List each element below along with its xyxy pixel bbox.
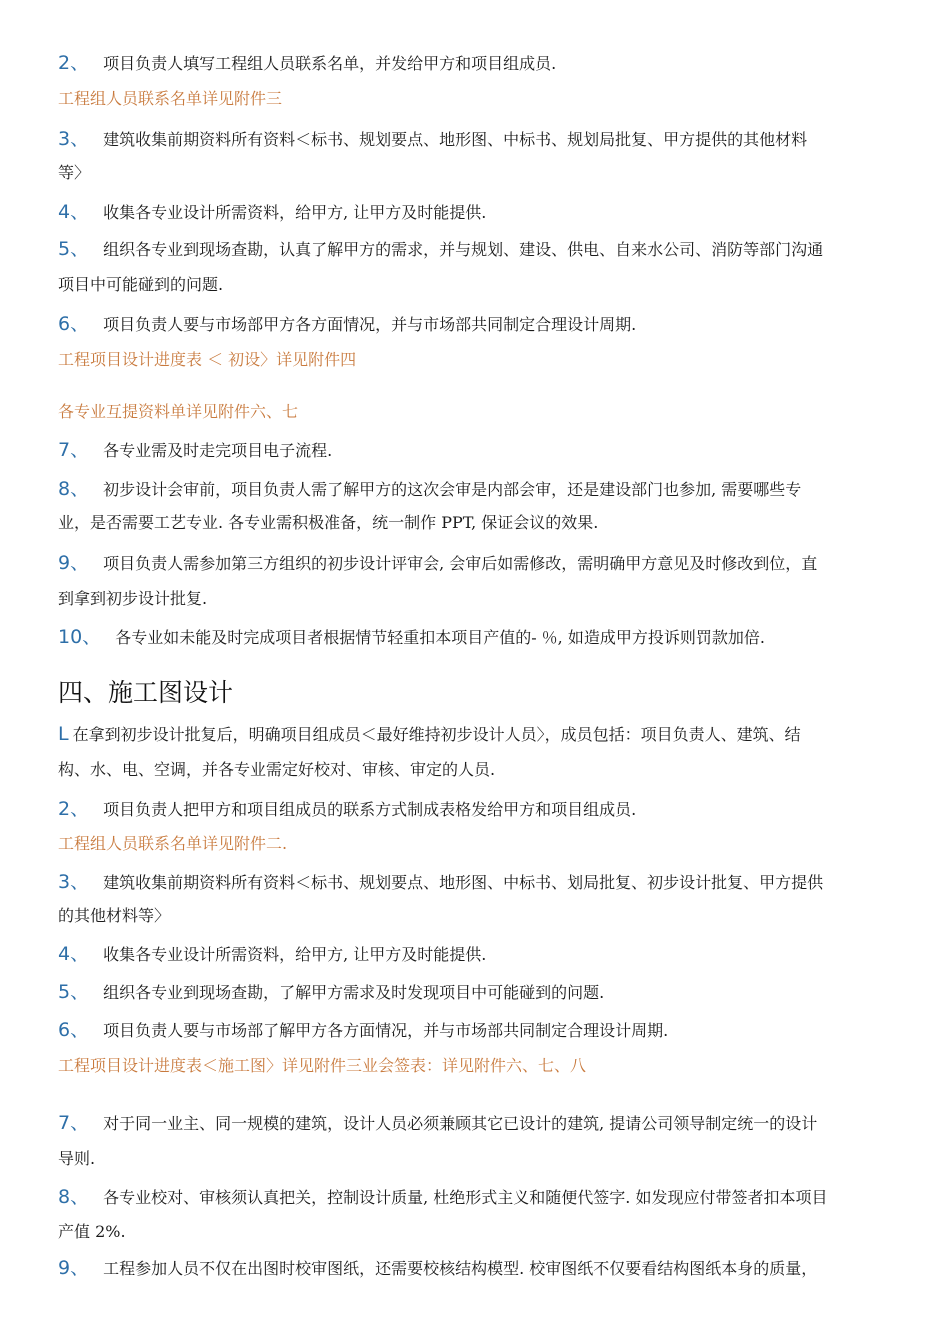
list-item: [58, 975, 906, 1010]
item-text: 收集各专业设计所需资料，给甲方, 让甲方及时能提供.: [103, 945, 487, 964]
list-item: [58, 46, 906, 81]
item-number: 3、: [58, 128, 90, 150]
item-text: 工程参加人员不仅在出图时校审图纸，还需要校核结构模型. 校审图纸不仅要看结构图纸本身的质量，: [103, 1259, 818, 1278]
list-item: [58, 717, 906, 752]
item-text: 组织各专业到现场查勘，认真了解甲方的需求，并与规划、建设、供电、自来水公司、消防等部门沟通: [103, 240, 824, 259]
item-continuation: 项目中可能碰到的问题.: [58, 275, 224, 294]
item-number: 5、: [58, 981, 90, 1003]
list-item: [58, 1180, 906, 1215]
item-text: 建筑收集前期资料所有资料＜标书、规划要点、地形图、中标书、划局批复、初步设计批复、甲方提供: [103, 873, 824, 892]
item-continuation: 到拿到初步设计批复.: [58, 589, 208, 608]
item-text: 项目负责人要与市场部了解甲方各方面情况，并与市场部共同制定合理设计周期.: [103, 1021, 669, 1040]
item-number: 9、: [58, 1257, 90, 1279]
item-continuation: 导则.: [58, 1149, 96, 1168]
item-number: L: [58, 723, 69, 745]
item-text: 项目负责人需参加第三方组织的初步设计评审会, 会审后如需修改，需明确甲方意见及时修改到位，直: [103, 554, 818, 573]
item-number: 8、: [58, 1186, 90, 1208]
list-item: [58, 620, 906, 655]
item-text: 项目负责人要与市场部甲方各方面情况，并与市场部共同制定合理设计周期.: [103, 315, 637, 334]
list-item: [58, 865, 906, 900]
list-item: [58, 307, 906, 342]
item-continuation: 业，是否需要工艺专业. 各专业需积极准备，统一制作 PPT, 保证会议的效果.: [58, 513, 599, 532]
item-text: 各专业如未能及时完成项目者根据情节轻重扣本项目产值的- ％, 如造成甲方投诉则罚款加倍.: [115, 628, 765, 647]
item-continuation: 产值 2%.: [58, 1222, 126, 1241]
section-heading: 四、施工图设计: [58, 678, 234, 707]
attachment-reference: 工程项目设计进度表 ＜ 初设〉详见附件四: [58, 350, 357, 369]
list-item: [58, 472, 906, 507]
item-continuation: 等〉: [58, 163, 91, 182]
item-continuation: 的其他材料等〉: [58, 906, 171, 925]
item-text: 项目负责人把甲方和项目组成员的联系方式制成表格发给甲方和项目组成员.: [103, 800, 637, 819]
attachment-reference: 工程组人员联系名单详见附件三: [58, 89, 283, 108]
item-number: 5、: [58, 238, 90, 260]
item-number: 4、: [58, 201, 90, 223]
attachment-reference: 各专业互提资料单详见附件六、七: [58, 402, 299, 421]
list-item: [58, 1106, 906, 1141]
list-item: [58, 546, 906, 581]
list-item: [58, 792, 906, 827]
item-number: 8、: [58, 478, 90, 500]
item-text: 对于同一业主、同一规模的建筑，设计人员必须兼顾其它已设计的建筑, 提请公司领导制定统一的设计: [103, 1114, 818, 1133]
list-item: [58, 1013, 906, 1048]
list-item: [58, 433, 906, 468]
item-text: 收集各专业设计所需资料，给甲方, 让甲方及时能提供.: [103, 203, 487, 222]
item-text: 组织各专业到现场查勘，了解甲方需求及时发现项目中可能碰到的问题.: [103, 983, 605, 1002]
list-item: [58, 195, 906, 230]
item-text: 各专业需及时走完项目电子流程.: [103, 441, 333, 460]
list-item: [58, 122, 906, 157]
list-item: [58, 232, 906, 267]
item-number: 2、: [58, 52, 90, 74]
item-number: 7、: [58, 1112, 90, 1134]
item-number: 4、: [58, 943, 90, 965]
item-number: 7、: [58, 439, 90, 461]
item-text: 初步设计会审前，项目负责人需了解甲方的这次会审是内部会审，还是建设部门也参加, 需要哪些专: [103, 480, 802, 499]
item-text: 建筑收集前期资料所有资料＜标书、规划要点、地形图、中标书、规划局批复、甲方提供的其他材料: [103, 130, 808, 149]
item-number: 10、: [58, 626, 102, 648]
item-text: 项目负责人填写工程组人员联系名单，并发给甲方和项目组成员.: [103, 54, 557, 73]
attachment-reference: 工程项目设计进度表＜施工图〉详见附件三业会签表：详见附件六、七、八: [58, 1056, 587, 1075]
item-number: 2、: [58, 798, 90, 820]
attachment-reference: 工程组人员联系名单详见附件二.: [58, 834, 288, 853]
item-text: 在拿到初步设计批复后，明确项目组成员＜最好维持初步设计人员〉，成员包括：项目负责人、建筑、结: [72, 725, 801, 744]
item-number: 6、: [58, 313, 90, 335]
list-item: [58, 937, 906, 972]
item-number: 6、: [58, 1019, 90, 1041]
item-continuation: 构、水、电、空调，并各专业需定好校对、审核、审定的人员.: [58, 760, 496, 779]
item-number: 3、: [58, 871, 90, 893]
list-item: [58, 1251, 906, 1286]
item-number: 9、: [58, 552, 90, 574]
item-text: 各专业校对、审核须认真把关，控制设计质量, 杜绝形式主义和随便代签字. 如发现应付带签者扣本项目: [103, 1188, 828, 1207]
